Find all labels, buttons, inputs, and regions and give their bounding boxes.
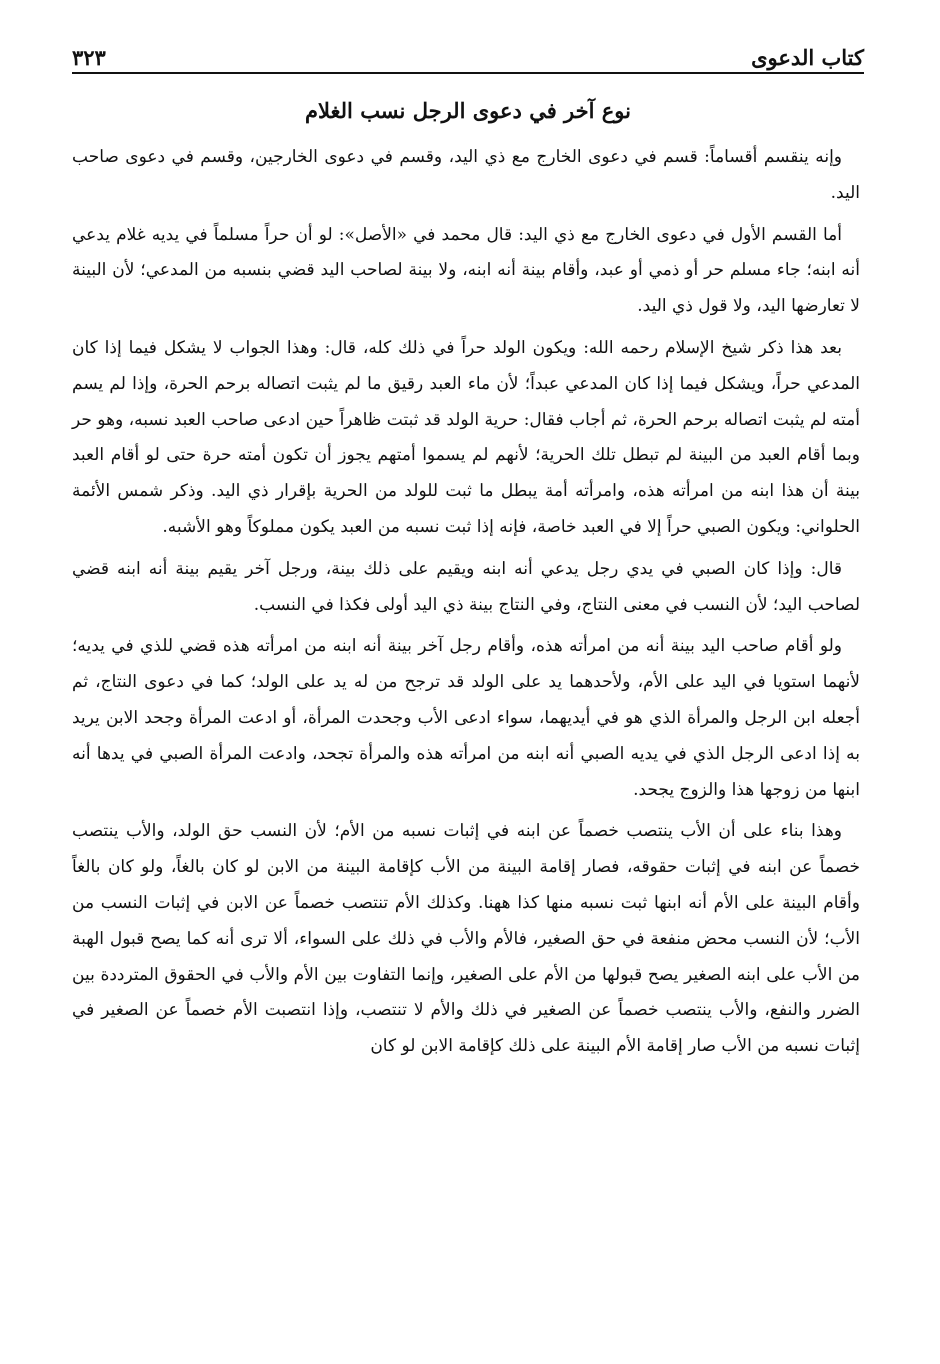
chapter-title: نوع آخر في دعوى الرجل نسب الغلام: [304, 98, 631, 123]
paragraph: أما القسم الأول في دعوى الخارج مع ذي اليد: قال محمد في «الأصل»: لو أن حراً مسلماً في يديه غلام يدعي أنه ابنه؛ جاء مسلم حر أو ذمي أو عبد، وأقام بينة أنه ابنه، ولا بينة لصاحب اليد قضي بنسبه من المدعي؛ لأن البينة لا تعارضها اليد، ولا قول ذي اليد.: [72, 224, 860, 317]
paragraph: قال: وإذا كان الصبي في يدي رجل يدعي أنه ابنه ويقيم على ذلك بينة، ورجل آخر يقيم بينة أنه ابنه قضي لصاحب اليد؛ لأن النسب في معنى النتاج، وفي النتاج بينة ذي اليد أولى فكذا في النسب.: [72, 558, 860, 615]
paragraph: وهذا بناء على أن الأب ينتصب خصماً عن ابنه في إثبات نسبه من الأم؛ لأن النسب حق الولد، والأب ينتصب خصماً عن ابنه في إثبات حقوقه، فصار إقامة البينة من الأب كإقامة البينة من الابن لو كان بالغاً، ولو كان بالغاً وأقام البينة على الأم أنه ابنها ثبت نسبه منها كذا ههنا. وكذلك الأم تنتصب خصماً عن الابن في إثبات النسب من الأب؛ لأن النسب محض منفعة في حق الصغير، فالأم والأب في ذلك على السواء، ألا ترى أنه كما يصح قبول الهبة من الأب على ابنه الصغير يصح قبولها من الأم على الصغير، وإنما التفاوت بين الأم والأب في الحقوق المترددة بين الضرر والنفع، والأب ينتصب خصماً عن الصغير في ذلك والأم لا تنتصب، وإذا انتصبت الأم خصماً عن الصغير في إثبات نسبه من الأب صار إقامة الأم البينة على ذلك كإقامة الابن لو كان: [72, 821, 860, 1057]
paragraph: وإنه ينقسم أقساماً: قسم في دعوى الخارج مع ذي اليد، وقسم في دعوى الخارجين، وقسم في دعوى صاحب اليد.: [72, 147, 860, 203]
body-text: [72, 140, 860, 1065]
paragraph: ولو أقام صاحب اليد بينة أنه من امرأته هذه، وأقام رجل آخر بينة أنه ابنه من امرأته هذه قضي للذي في يديه؛ لأنهما استويا في اليد على الأم، ولأحدهما يد على الولد قد ترجح من له يد على الولد؛ كما في دعوى النتاج، ثم أجعله ابن الرجل والمرأة الذي هو في أيديهما، سواء ادعى الأب وجحدت المرأة، أو ادعت المرأة وجحد الابن يريد به إذا ادعى الرجل الذي في يديه الصبي أنه ابنه من امرأته هذه والمرأة تجحد، وادعت المرأة الصبي في يدها أنه ابنها من زوجها هذا والزوج يجحد.: [72, 636, 860, 800]
header-divider: [72, 72, 864, 74]
paragraph: بعد هذا ذكر شيخ الإسلام رحمه الله: ويكون الولد حراً في ذلك كله، قال: وهذا الجواب لا يشكل فيما إذا كان المدعي حراً، ويشكل فيما إذا كان المدعي عبداً؛ لأن ماء العبد رقيق ما لم يثبت اتصاله برحم الحرة، وإذا لم يسم أمته لم يثبت اتصاله برحم الحرة، ثم أجاب فقال: حرية الولد قد ثبتت ظاهراً حين ادعى صاحب العبد نسبه، وهو حر وبما أقام العبد من البينة لم تبطل تلك الحرية؛ لأنهم لم يسموا أمتهم يجوز أن تكون أمته حرة حتى لو أقام العبد بينة أن هذا ابنه من امرأته هذه، وامرأته أمة يبطل ما ثبت للولد من الحرية بإقرار ذي اليد. وذكر شمس الأئمة الحلواني: ويكون الصبي حراً إلا في العبد خاصة، فإنه إذا ثبت نسبه من العبد يكون مملوكاً وهو الأشبه.: [72, 337, 860, 537]
page-number: ٣٢٣: [72, 45, 106, 70]
book-title: كتاب الدعوى: [751, 45, 864, 70]
running-header: [72, 28, 864, 68]
